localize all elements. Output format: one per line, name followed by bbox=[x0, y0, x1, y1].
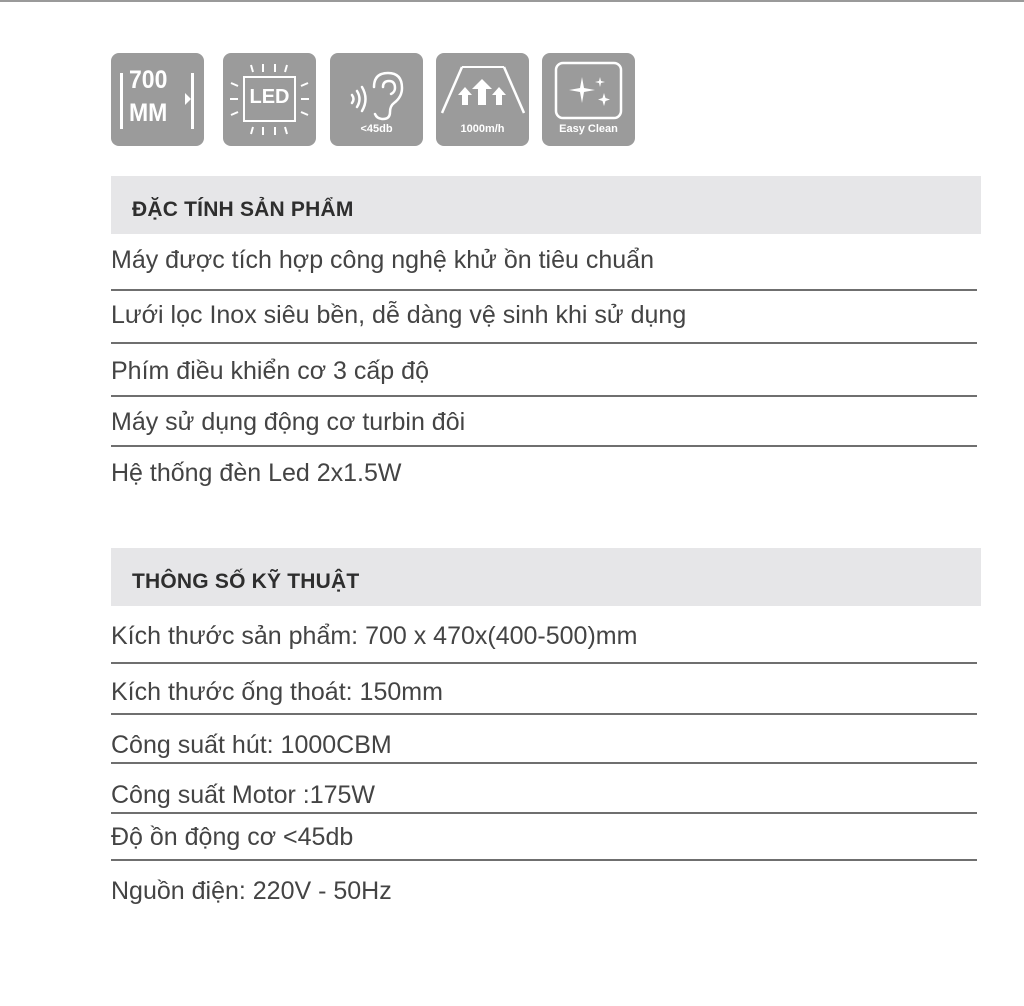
led-label: LED bbox=[249, 86, 290, 108]
spec-item: Công suất hút: 1000CBM bbox=[111, 731, 392, 759]
feature-item: Máy được tích hợp công nghệ khử ồn tiêu chuẩn bbox=[111, 246, 654, 274]
spec-item: Kích thước sản phẩm: 700 x 470x(400-500)mm bbox=[111, 622, 638, 650]
specs-header bbox=[111, 548, 981, 606]
row-divider bbox=[111, 395, 977, 397]
noise-caption: <45db bbox=[360, 123, 393, 135]
feature-item: Máy sử dụng động cơ turbin đôi bbox=[111, 408, 466, 436]
feature-item: Lưới lọc Inox siêu bền, dễ dàng vệ sinh khi sử dụng bbox=[111, 301, 687, 329]
spec-item: Độ ồn động cơ <45db bbox=[111, 823, 354, 851]
feature-item: Hệ thống đèn Led 2x1.5W bbox=[111, 459, 402, 487]
specs-heading: THÔNG SỐ KỸ THUẬT bbox=[132, 570, 360, 593]
spec-item: Công suất Motor :175W bbox=[111, 781, 376, 809]
features-header bbox=[111, 176, 981, 234]
row-divider bbox=[111, 762, 977, 764]
led-icon bbox=[223, 53, 316, 146]
size-700mm-icon bbox=[111, 53, 204, 146]
size-line1: 700 bbox=[129, 66, 168, 94]
row-divider bbox=[111, 445, 977, 447]
spec-item: Nguồn điện: 220V - 50Hz bbox=[111, 877, 392, 905]
airflow-icon bbox=[436, 53, 529, 146]
easy-clean-caption: Easy Clean bbox=[559, 123, 618, 135]
top-border-line bbox=[0, 0, 1024, 2]
row-divider bbox=[111, 289, 977, 291]
size-line2: MM bbox=[129, 99, 168, 127]
noise-ear-icon bbox=[330, 53, 423, 146]
airflow-caption: 1000m/h bbox=[460, 123, 505, 135]
easy-clean-sparkle-icon bbox=[542, 53, 635, 146]
row-divider bbox=[111, 812, 977, 814]
row-divider bbox=[111, 342, 977, 344]
feature-item: Phím điều khiển cơ 3 cấp độ bbox=[111, 357, 429, 385]
spec-item: Kích thước ống thoát: 150mm bbox=[111, 678, 443, 706]
row-divider bbox=[111, 859, 977, 861]
features-heading: ĐẶC TÍNH SẢN PHẨM bbox=[132, 198, 354, 221]
row-divider bbox=[111, 713, 977, 715]
row-divider bbox=[111, 662, 977, 664]
